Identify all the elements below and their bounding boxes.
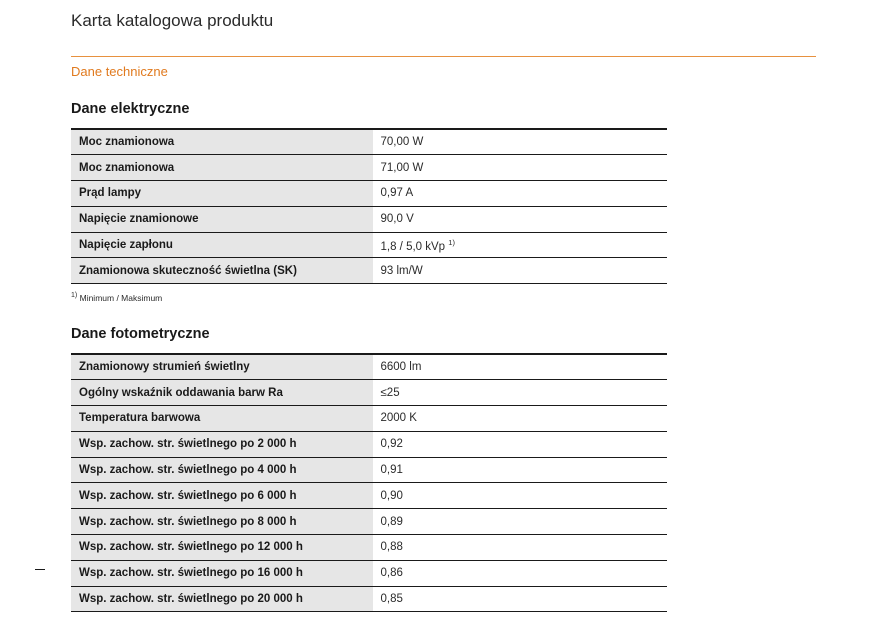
table-row: [71, 535, 667, 561]
table-row: [71, 380, 667, 406]
row-label: Moc znamionowa: [71, 155, 373, 181]
row-label: Wsp. zachow. str. świetlnego po 12 000 h: [71, 535, 373, 561]
row-value: 2000 K: [373, 406, 667, 432]
row-value: 0,91: [373, 457, 667, 483]
row-label: Napięcie zapłonu: [71, 232, 373, 258]
row-label: Wsp. zachow. str. świetlnego po 4 000 h: [71, 457, 373, 483]
row-value: 71,00 W: [373, 155, 667, 181]
row-value: 0,92: [373, 431, 667, 457]
row-label: Wsp. zachow. str. świetlnego po 2 000 h: [71, 431, 373, 457]
table-row: [71, 431, 667, 457]
row-value: 6600 lm: [373, 354, 667, 380]
row-label: Znamionowy strumień świetlny: [71, 354, 373, 380]
row-value: ≤25: [373, 380, 667, 406]
row-label: Wsp. zachow. str. świetlnego po 8 000 h: [71, 509, 373, 535]
table-row: [71, 258, 667, 284]
table-row: [71, 560, 667, 586]
row-label: Prąd lampy: [71, 181, 373, 207]
header-divider: [71, 56, 816, 57]
row-value-with-note: [373, 232, 667, 258]
row-value: 0,90: [373, 483, 667, 509]
row-value: 0,97 A: [373, 181, 667, 207]
row-label: Temperatura barwowa: [71, 406, 373, 432]
table-row: [71, 206, 667, 232]
row-value: 90,0 V: [373, 206, 667, 232]
electrical-heading: Dane elektryczne: [71, 101, 190, 117]
row-value: 1,8 / 5,0 kVp: [380, 240, 446, 253]
table-row: [71, 406, 667, 432]
row-label: Wsp. zachow. str. świetlnego po 20 000 h: [71, 586, 373, 612]
table-row: [71, 354, 667, 380]
footnote-marker: 1): [71, 292, 78, 299]
table-row: [71, 509, 667, 535]
row-label: Znamionowa skuteczność świetlna (SK): [71, 258, 373, 284]
section-subtitle: Dane techniczne: [71, 64, 168, 79]
margin-mark: [35, 569, 45, 570]
row-label: Napięcie znamionowe: [71, 206, 373, 232]
row-value: 0,89: [373, 509, 667, 535]
table-row: [71, 457, 667, 483]
row-value: 0,88: [373, 535, 667, 561]
electrical-table: [71, 128, 667, 284]
row-value: 0,85: [373, 586, 667, 612]
photometric-heading: Dane fotometryczne: [71, 326, 210, 342]
page-title: Karta katalogowa produktu: [71, 11, 274, 30]
row-label: Ogólny wskaźnik oddawania barw Ra: [71, 380, 373, 406]
table-row: [71, 483, 667, 509]
row-label: Moc znamionowa: [71, 129, 373, 155]
footnote-ref: 1): [448, 237, 455, 247]
row-label: Wsp. zachow. str. świetlnego po 16 000 h: [71, 560, 373, 586]
table-row: [71, 232, 667, 258]
footnote-text: Minimum / Maksimum: [79, 292, 163, 303]
footnote: [71, 292, 162, 303]
row-value: 70,00 W: [373, 129, 667, 155]
row-value: 0,86: [373, 560, 667, 586]
table-row: [71, 586, 667, 612]
table-row: [71, 155, 667, 181]
table-row: [71, 181, 667, 207]
table-row: [71, 129, 667, 155]
row-label: Wsp. zachow. str. świetlnego po 6 000 h: [71, 483, 373, 509]
row-value: 93 lm/W: [373, 258, 667, 284]
photometric-table: [71, 353, 667, 612]
